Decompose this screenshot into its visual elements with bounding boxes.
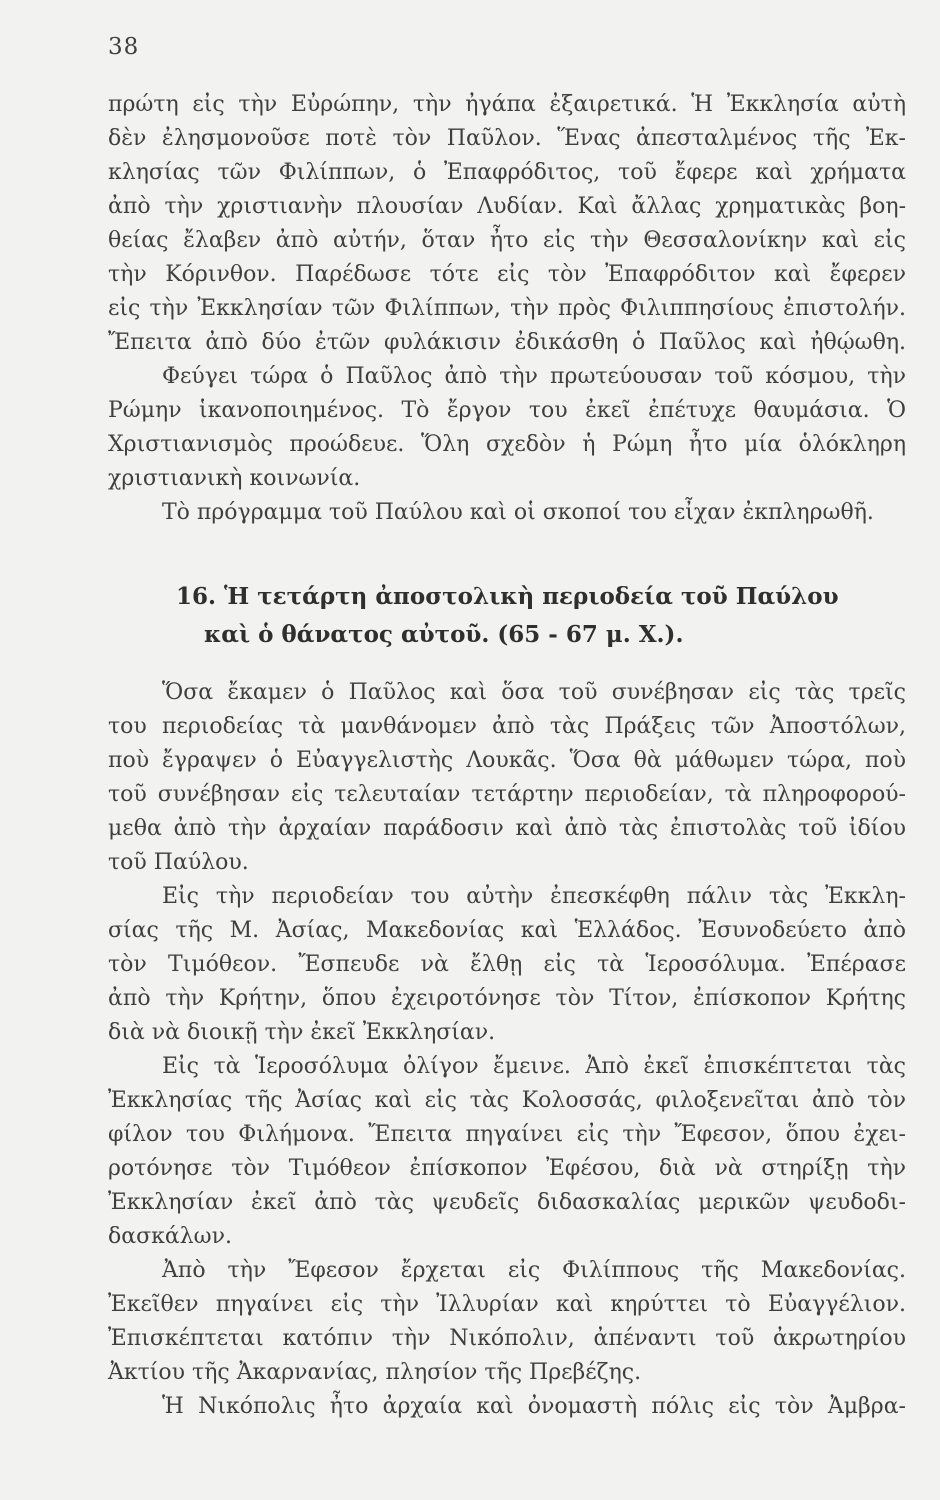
text-line: πρώτη εἰς τὴν Εὐρώπην, τὴν ἠγάπα ἐξαιρετικά. Ἡ Ἐκκλησία αὐτὴ	[108, 92, 906, 117]
heading-line-1: 16. Ἡ τετάρτη ἀποστολικὴ περιοδεία τοῦ Παύλου	[176, 583, 839, 610]
text-line: ἀπὸ τὴν Κρήτην, ὅπου ἐχειροτόνησε τὸν Τίτον, ἐπίσκοπον Κρήτης	[108, 986, 906, 1011]
text-line: Ἐκεῖθεν πηγαίνει εἰς τὴν Ἰλλυρίαν καὶ κηρύττει τὸ Εὐαγγέλιον.	[108, 1292, 906, 1317]
section-body	[108, 676, 906, 1424]
heading-line-2: καὶ ὁ θάνατος αὐτοῦ. (65 - 67 μ. Χ.).	[204, 621, 684, 648]
text-line: Ἀκτίου τῆς Ἀκαρνανίας, πλησίον τῆς Πρεβέζης.	[108, 1360, 642, 1385]
text-line: ἀπὸ τὴν χριστιανὴν πλουσίαν Λυδίαν. Καὶ ἄλλας χρηματικὰς βοη-	[108, 194, 906, 219]
text-line: του περιοδείας τὰ μανθάνομεν ἀπὸ τὰς Πράξεις τῶν Ἀποστόλων,	[108, 714, 906, 739]
section-heading	[108, 578, 906, 654]
text-line: Ἐκκλησίας τῆς Ἀσίας καὶ εἰς τὰς Κολοσσάς, φιλοξενεῖται ἀπὸ τὸν	[108, 1088, 906, 1113]
text-line: μεθα ἀπὸ τὴν ἀρχαίαν παράδοσιν καὶ ἀπὸ τὰς ἐπιστολὰς τοῦ ἰδίου	[108, 816, 906, 841]
text-line: Ἔπειτα ἀπὸ δύο ἐτῶν φυλάκισιν ἐδικάσθη ὁ Παῦλος καὶ ἠθῴωθη.	[108, 330, 906, 355]
text-line: Τὸ πρόγραμμα τοῦ Παύλου καὶ οἱ σκοποί του εἶχαν ἐκπληρωθῆ.	[162, 500, 874, 525]
text-line: φίλον του Φιλήμονα. Ἔπειτα πηγαίνει εἰς τὴν Ἔφεσον, ὅπου ἐχει-	[108, 1122, 906, 1147]
text-line: Εἰς τὴν περιοδείαν του αὐτὴν ἐπεσκέφθη πάλιν τὰς Ἐκκλη-	[162, 884, 906, 909]
text-line: Φεύγει τώρα ὁ Παῦλος ἀπὸ τὴν πρωτεύουσαν τοῦ κόσμου, τὴν	[162, 364, 906, 389]
text-line: Ρώμην ἱκανοποιημένος. Τὸ ἔργον του ἐκεῖ ἐπέτυχε θαυμάσια. Ὁ	[108, 398, 906, 423]
text-line: Ἡ Νικόπολις ἦτο ἀρχαία καὶ ὀνομαστὴ πόλις εἰς τὸν Ἀμβρα-	[162, 1394, 906, 1419]
text-line: Ἐπισκέπτεται κατόπιν τὴν Νικόπολιν, ἀπέναντι τοῦ ἀκρωτηρίου	[108, 1326, 906, 1351]
text-line: διὰ νὰ διοικῇ τὴν ἐκεῖ Ἐκκλησίαν.	[108, 1020, 496, 1045]
text-line: Ἀπὸ τὴν Ἔφεσον ἔρχεται εἰς Φιλίππους τῆς Μακεδονίας.	[162, 1258, 906, 1283]
text-line: Ὅσα ἔκαμεν ὁ Παῦλος καὶ ὅσα τοῦ συνέβησαν εἰς τὰς τρεῖς	[162, 680, 906, 705]
text-line: εἰς τὴν Ἐκκλησίαν τῶν Φιλίππων, τὴν πρὸς Φιλιππησίους ἐπιστολήν.	[108, 296, 906, 321]
text-line: κλησίας τῶν Φιλίππων, ὁ Ἐπαφρόδιτος, τοῦ ἔφερε καὶ χρήματα	[108, 160, 906, 185]
text-line: ροτόνησε τὸν Τιμόθεον ἐπίσκοπον Ἐφέσου, διὰ νὰ στηρίξῃ τὴν	[108, 1156, 906, 1181]
text-line: τοῦ συνέβησαν εἰς τελευταίαν τετάρτην περιοδείαν, τὰ πληροφορού-	[108, 782, 906, 807]
text-line: δασκάλων.	[108, 1224, 232, 1249]
text-line: τὸν Τιμόθεον. Ἔσπευδε νὰ ἔλθῃ εἰς τὰ Ἱεροσόλυμα. Ἐπέρασε	[108, 952, 906, 977]
text-line: Χριστιανισμὸς προώδευε. Ὅλη σχεδὸν ἡ Ρώμη ἦτο μία ὁλόκληρη	[108, 432, 906, 457]
text-line: δὲν ἐλησμονοῦσε ποτὲ τὸν Παῦλον. Ἕνας ἀπεσταλμένος τῆς Ἐκ-	[108, 126, 906, 151]
text-line: τὴν Κόρινθον. Παρέδωσε τότε εἰς τὸν Ἐπαφρόδιτον καὶ ἔφερεν	[108, 262, 906, 287]
top-paragraph	[108, 88, 906, 530]
text-line: Εἰς τὰ Ἱεροσόλυμα ὀλίγον ἔμεινε. Ἀπὸ ἐκεῖ ἐπισκέπτεται τὰς	[162, 1054, 906, 1079]
text-line: Ἐκκλησίαν ἐκεῖ ἀπὸ τὰς ψευδεῖς διδασκαλίας μερικῶν ψευδοδι-	[108, 1190, 906, 1215]
text-line: τοῦ Παύλου.	[108, 850, 249, 875]
text-line: ποὺ ἔγραψεν ὁ Εὐαγγελιστὴς Λουκᾶς. Ὅσα θὰ μάθωμεν τώρα, ποὺ	[108, 748, 906, 773]
text-line: χριστιανικὴ κοινωνία.	[108, 466, 361, 491]
text-line: θείας ἔλαβεν ἀπὸ αὐτήν, ὅταν ἦτο εἰς τὴν Θεσσαλονίκην καὶ εἰς	[108, 228, 906, 253]
page-number: 38	[108, 34, 140, 60]
text-line: σίας τῆς Μ. Ἀσίας, Μακεδονίας καὶ Ἑλλάδος. Ἐσυνοδεύετο ἀπὸ	[108, 918, 906, 943]
